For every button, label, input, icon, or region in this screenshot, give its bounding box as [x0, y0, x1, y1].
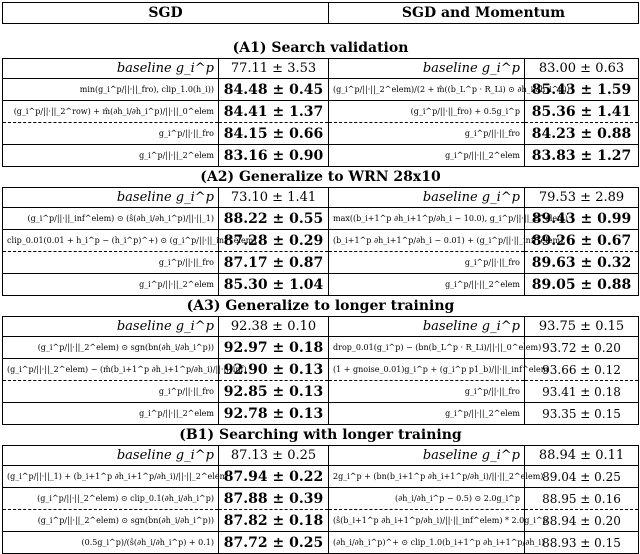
value-sgd: 84.15 ± 0.66 [219, 123, 329, 145]
formula-momentum: g_i^p/||·||_fro [329, 381, 525, 403]
value-momentum: 83.83 ± 1.27 [525, 145, 639, 167]
value-sgd: 84.48 ± 0.45 [219, 79, 329, 101]
formula-momentum: (g_i^p/||·||_fro) + 0.5g_i^p [329, 101, 525, 123]
value-sgd: 87.88 ± 0.39 [219, 488, 329, 510]
table-row [3, 145, 639, 167]
baseline-label: baseline g_i^p [3, 317, 219, 337]
formula-momentum: g_i^p/||·||_fro [329, 252, 525, 274]
baseline-momentum-value: 83.00 ± 0.63 [525, 59, 639, 79]
section-title-row [3, 167, 639, 188]
formula-sgd: clip_0.01(0.01 + h_i^p − (h_i^p)^+) ⊙ (g_i^p/||·||_inf^elem) [3, 230, 219, 252]
header-row [3, 3, 639, 24]
value-sgd: 87.82 ± 0.18 [219, 510, 329, 532]
baseline-label: baseline g_i^p [329, 59, 525, 79]
section-title-row [3, 296, 639, 317]
value-momentum: 85.43 ± 1.59 [525, 79, 639, 101]
table-row [3, 123, 639, 145]
formula-momentum: (g_i^p/||·||_2^elem)/(2 + m̂((b_L^p · R_Li) ⊙ ∂h_i/∂h_i^p)) [329, 79, 525, 101]
formula-sgd: g_i^p/||·||_2^elem [3, 403, 219, 425]
value-momentum: 88.95 ± 0.16 [525, 488, 639, 510]
baseline-momentum-value: 93.75 ± 0.15 [525, 317, 639, 337]
value-sgd: 92.97 ± 0.18 [219, 337, 329, 359]
results-table [2, 2, 639, 554]
value-sgd: 88.22 ± 0.55 [219, 208, 329, 230]
formula-momentum: (1 + gnoise_0.01)g_i^p + (g_i^p p1_b)/||·||_inf^elem [329, 359, 525, 381]
value-sgd: 87.28 ± 0.29 [219, 230, 329, 252]
header-sgd-momentum: SGD and Momentum [329, 3, 639, 24]
formula-sgd: min(g_i^p/||·||_fro), clip_1.0(h_i)) [3, 79, 219, 101]
baseline-row [3, 446, 639, 466]
section-title: (A2) Generalize to WRN 28x10 [200, 169, 441, 185]
formula-sgd: (g_i^p/||·||_2^elem) ⊙ sgn(bn(∂h_i/∂h_i^p)) [3, 337, 219, 359]
value-sgd: 92.85 ± 0.13 [219, 381, 329, 403]
formula-momentum: 2g_i^p + (bn(b_i+1^p ∂h_i+1^p/∂h_i)/||·||_2^elem) [329, 466, 525, 488]
formula-sgd: g_i^p/||·||_fro [3, 381, 219, 403]
formula-momentum: g_i^p/||·||_2^elem [329, 274, 525, 296]
formula-sgd: (g_i^p/||·||_inf^elem) ⊙ (ŝ(∂h_i/∂h_i^p)/||·||_1) [3, 208, 219, 230]
table-row [3, 252, 639, 274]
table-row [3, 359, 639, 381]
value-sgd: 83.16 ± 0.90 [219, 145, 329, 167]
formula-momentum: (∂h_i/∂h_i^p − 0.5) ⊙ 2.0g_i^p [329, 488, 525, 510]
baseline-sgd-value: 92.38 ± 0.10 [219, 317, 329, 337]
formula-sgd: (g_i^p/||·||_2^row) + m̂(∂h_i/∂h_i^p)/||·||_0^elem [3, 101, 219, 123]
formula-momentum: g_i^p/||·||_2^elem [329, 403, 525, 425]
table-row [3, 532, 639, 554]
baseline-row [3, 188, 639, 208]
formula-momentum: (ŝ(b_i+1^p ∂h_i+1^p/∂h_i)/||·||_inf^elem) * 2.0g_i^p [329, 510, 525, 532]
section-title-row [3, 425, 639, 446]
value-sgd: 84.41 ± 1.37 [219, 101, 329, 123]
value-momentum: 89.04 ± 0.25 [525, 466, 639, 488]
formula-sgd: g_i^p/||·||_2^elem [3, 145, 219, 167]
spacer-row [3, 24, 639, 39]
value-sgd: 92.90 ± 0.13 [219, 359, 329, 381]
formula-momentum: max((b_i+1^p ∂h_i+1^p/∂h_i − 10.0), g_i^p/||·||_2^elem) [329, 208, 525, 230]
formula-momentum: (∂h_i/∂h_i^p)^+ ⊙ clip_1.0(b_i+1^p ∂h_i+1^p/∂h_i) [329, 532, 525, 554]
baseline-label: baseline g_i^p [3, 446, 219, 466]
baseline-label: baseline g_i^p [3, 188, 219, 208]
formula-sgd: (g_i^p/||·||_2^elem) − (m̂(b_i+1^p ∂h_i+1^p/∂h_i)/||·||_inf) [3, 359, 219, 381]
table-row [3, 230, 639, 252]
baseline-sgd-value: 73.10 ± 1.41 [219, 188, 329, 208]
value-momentum: 89.63 ± 0.32 [525, 252, 639, 274]
formula-momentum: g_i^p/||·||_2^elem [329, 145, 525, 167]
table-row [3, 510, 639, 532]
value-momentum: 89.26 ± 0.67 [525, 230, 639, 252]
baseline-row [3, 59, 639, 79]
baseline-momentum-value: 79.53 ± 2.89 [525, 188, 639, 208]
value-momentum: 93.72 ± 0.20 [525, 337, 639, 359]
table-row [3, 337, 639, 359]
header-sgd: SGD [3, 3, 329, 24]
baseline-sgd-value: 77.11 ± 3.53 [219, 59, 329, 79]
value-momentum: 89.43 ± 0.99 [525, 208, 639, 230]
table-row [3, 101, 639, 123]
table-row [3, 381, 639, 403]
formula-momentum: (b_i+1^p ∂h_i+1^p/∂h_i − 0.01) + (g_i^p/||·||_inf^elem) [329, 230, 525, 252]
value-sgd: 92.78 ± 0.13 [219, 403, 329, 425]
formula-sgd: (0.5g_i^p)/(ŝ(∂h_i/∂h_i^p) + 0.1) [3, 532, 219, 554]
formula-sgd: (g_i^p/||·||_1) + (b_i+1^p ∂h_i+1^p/∂h_i)/||·||_2^elem [3, 466, 219, 488]
baseline-label: baseline g_i^p [329, 188, 525, 208]
baseline-label: baseline g_i^p [329, 446, 525, 466]
baseline-label: baseline g_i^p [329, 317, 525, 337]
formula-sgd: g_i^p/||·||_fro [3, 123, 219, 145]
value-momentum: 88.93 ± 0.15 [525, 532, 639, 554]
value-momentum: 93.41 ± 0.18 [525, 381, 639, 403]
section-title: (A1) Search validation [232, 40, 409, 56]
formula-sgd: (g_i^p/||·||_2^elem) ⊙ clip_0.1(∂h_i/∂h_i^p) [3, 488, 219, 510]
formula-sgd: g_i^p/||·||_2^elem [3, 274, 219, 296]
baseline-sgd-value: 87.13 ± 0.25 [219, 446, 329, 466]
value-momentum: 89.05 ± 0.88 [525, 274, 639, 296]
formula-sgd: g_i^p/||·||_fro [3, 252, 219, 274]
value-momentum: 84.23 ± 0.88 [525, 123, 639, 145]
table-row [3, 488, 639, 510]
section-title: (B1) Searching with longer training [179, 427, 462, 443]
baseline-row [3, 317, 639, 337]
formula-momentum: drop_0.01(g_i^p) − (bn(b_L^p · R_Li)/||·||_0^elem) [329, 337, 525, 359]
section-title: (A3) Generalize to longer training [186, 298, 455, 314]
table-row [3, 274, 639, 296]
value-momentum: 85.36 ± 1.41 [525, 101, 639, 123]
value-sgd: 87.72 ± 0.25 [219, 532, 329, 554]
table-row [3, 466, 639, 488]
value-momentum: 88.94 ± 0.20 [525, 510, 639, 532]
formula-momentum: g_i^p/||·||_fro [329, 123, 525, 145]
table-row [3, 403, 639, 425]
value-momentum: 93.66 ± 0.12 [525, 359, 639, 381]
baseline-label: baseline g_i^p [3, 59, 219, 79]
value-momentum: 93.35 ± 0.15 [525, 403, 639, 425]
value-sgd: 87.94 ± 0.22 [219, 466, 329, 488]
formula-sgd: (g_i^p/||·||_2^elem) ⊙ sgn(bn(∂h_i/∂h_i^p)) [3, 510, 219, 532]
value-sgd: 87.17 ± 0.87 [219, 252, 329, 274]
value-sgd: 85.30 ± 1.04 [219, 274, 329, 296]
table-row [3, 79, 639, 101]
table-row [3, 208, 639, 230]
section-title-row [3, 38, 639, 59]
baseline-momentum-value: 88.94 ± 0.11 [525, 446, 639, 466]
